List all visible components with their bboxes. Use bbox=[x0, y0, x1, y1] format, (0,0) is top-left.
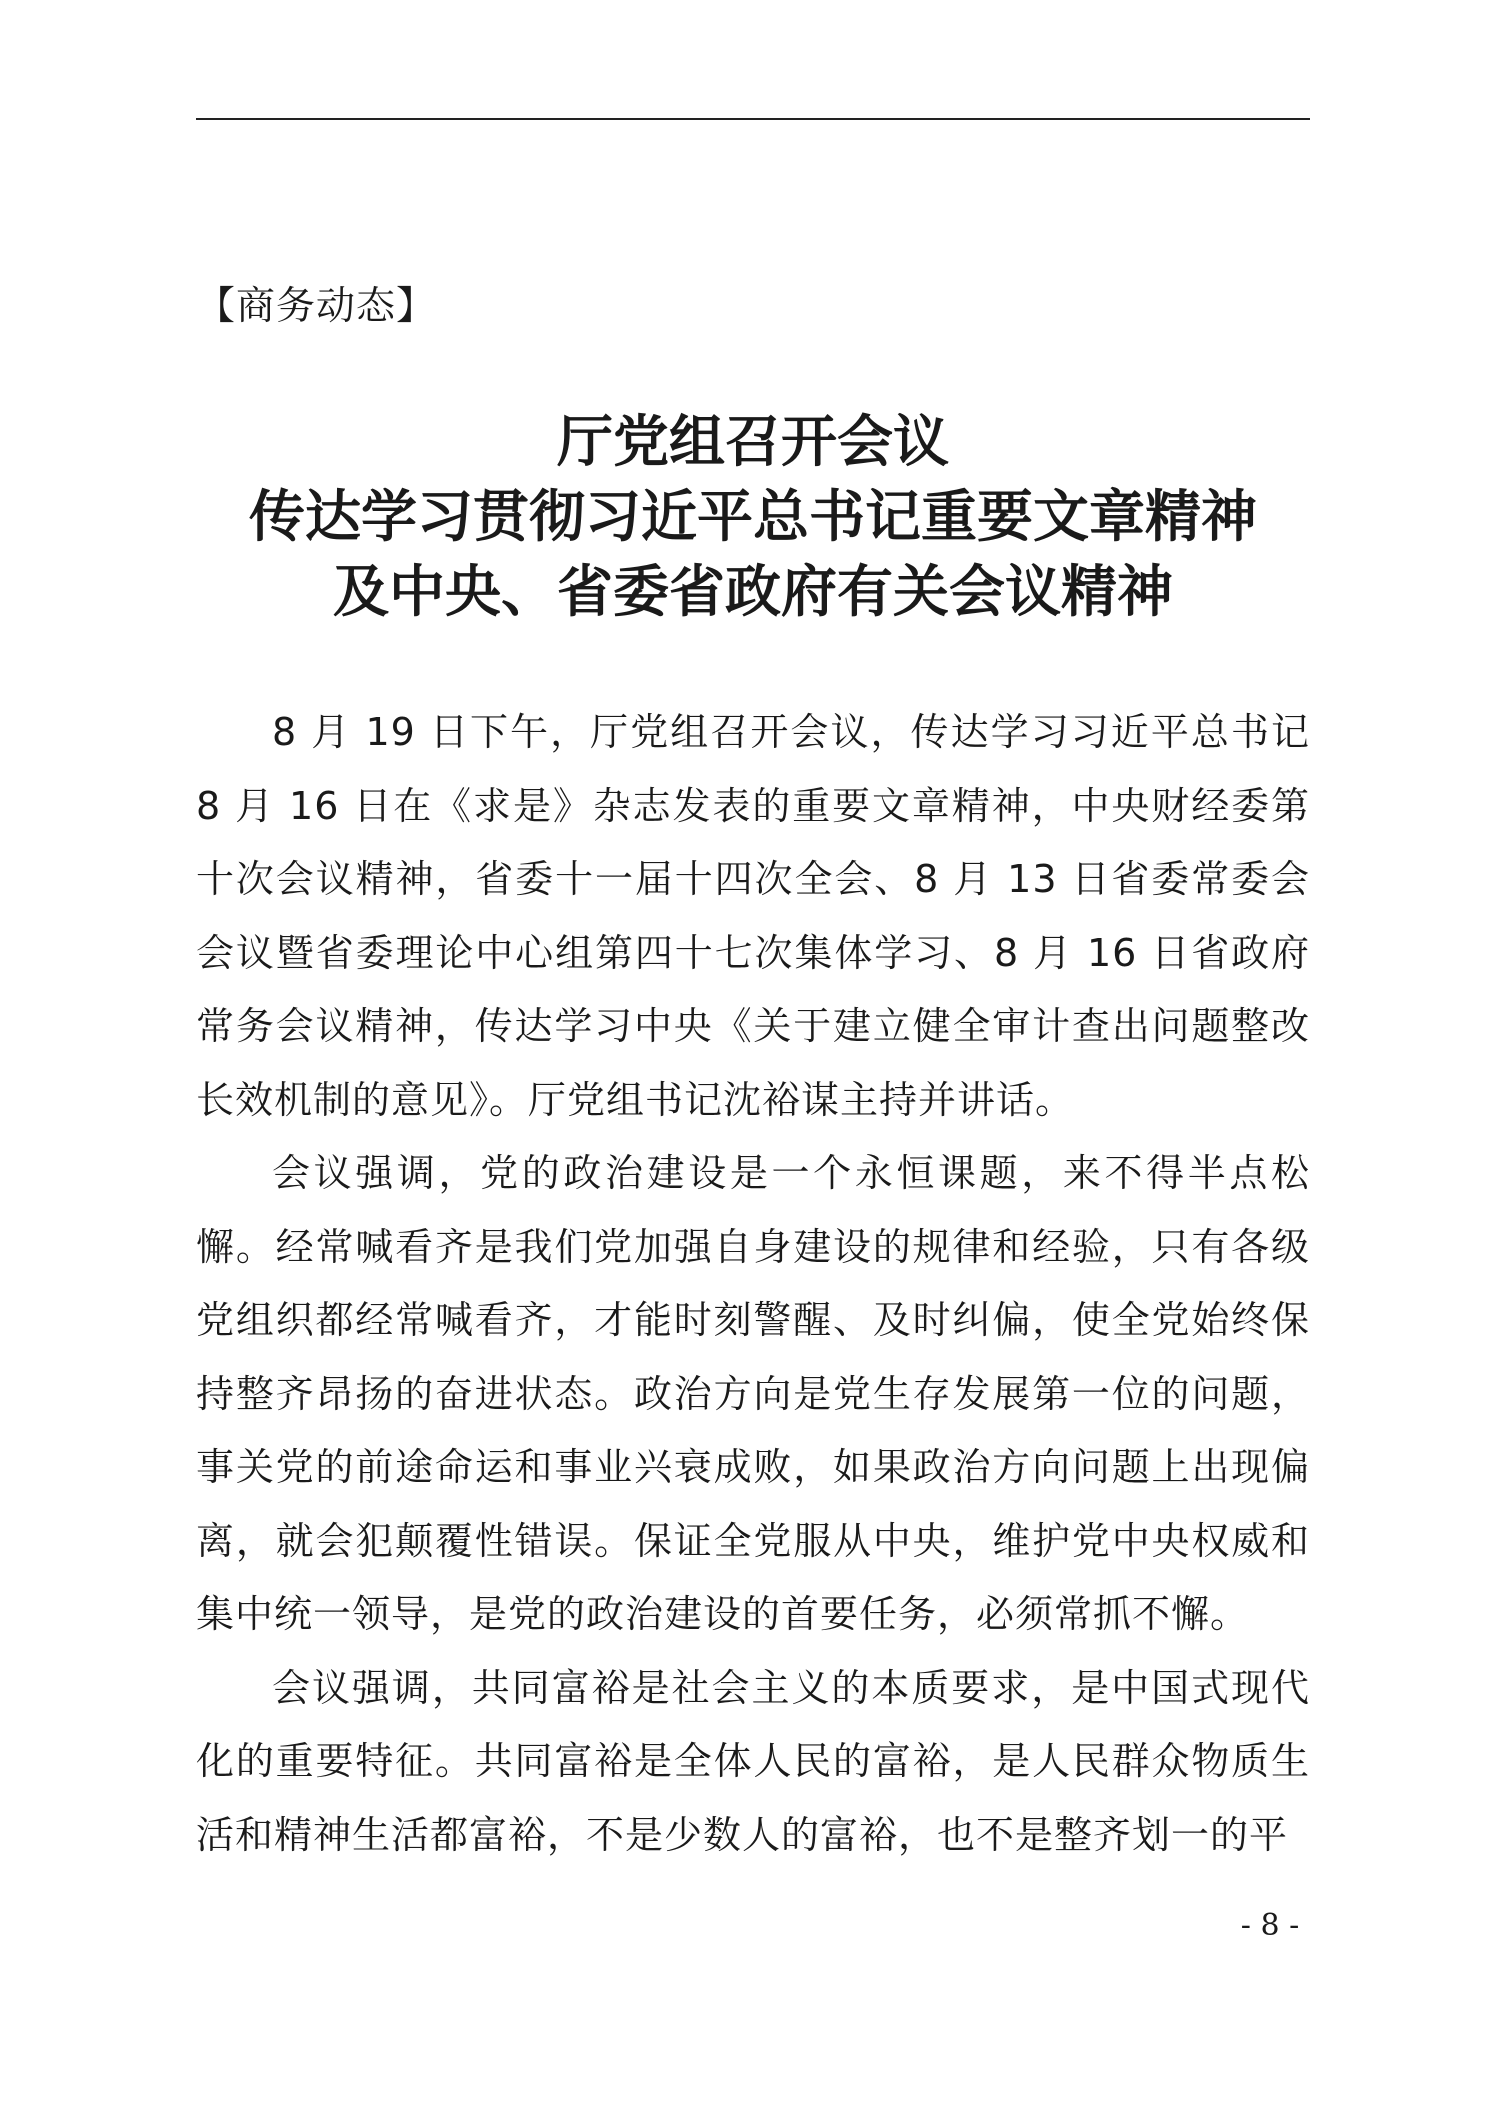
paragraph-2: 会议强调，党的政治建设是一个永恒课题，来不得半点松懈。经常喊看齐是我们党加强自身建设的规律和经验，只有各级党组织都经常喊看齐，才能时刻警醒、及时纠偏，使全党始终保持整齐昂扬的奋进状态。政治方向是党生存发展第一位的问题，事关党的前途命运和事业兴衰成败，如果政治方向问题上出现偏离，就会犯颠覆性错误。保证全党服从中央，维护党中央权威和集中统一领导，是党的政治建设的首要任务，必须常抓不懈。 bbox=[196, 1151, 1310, 1636]
page-number: - 8 - bbox=[1240, 1908, 1300, 1943]
article-title bbox=[196, 405, 1310, 630]
title-line-2: 传达学习贯彻习近平总书记重要文章精神 bbox=[249, 484, 1257, 550]
section-label: 【商务动态】 bbox=[196, 284, 437, 329]
article-body bbox=[196, 696, 1310, 1872]
paragraph-1: 8 月 19 日下午，厅党组召开会议，传达学习习近平总书记 8 月 16 日在《求是》杂志发表的重要文章精神，中央财经委第十次会议精神，省委十一届十四次全会、8 月 13 日省委常委会会议暨省委理论中心组第四十七次集体学习、8 月 16 日省政府常务会议精神，传达学习中央《关于建立健全审计查出问题整改长效机制的意见》。厅党组书记沈裕谋主持并讲话。 bbox=[196, 710, 1310, 1122]
title-line-1: 厅党组召开会议 bbox=[557, 409, 949, 475]
title-line-3: 及中央、省委省政府有关会议精神 bbox=[333, 559, 1173, 625]
paragraph-3: 会议强调，共同富裕是社会主义的本质要求，是中国式现代化的重要特征。共同富裕是全体人民的富裕，是人民群众物质生活和精神生活都富裕，不是少数人的富裕，也不是整齐划一的平 bbox=[196, 1665, 1310, 1857]
header-rule bbox=[196, 118, 1310, 120]
